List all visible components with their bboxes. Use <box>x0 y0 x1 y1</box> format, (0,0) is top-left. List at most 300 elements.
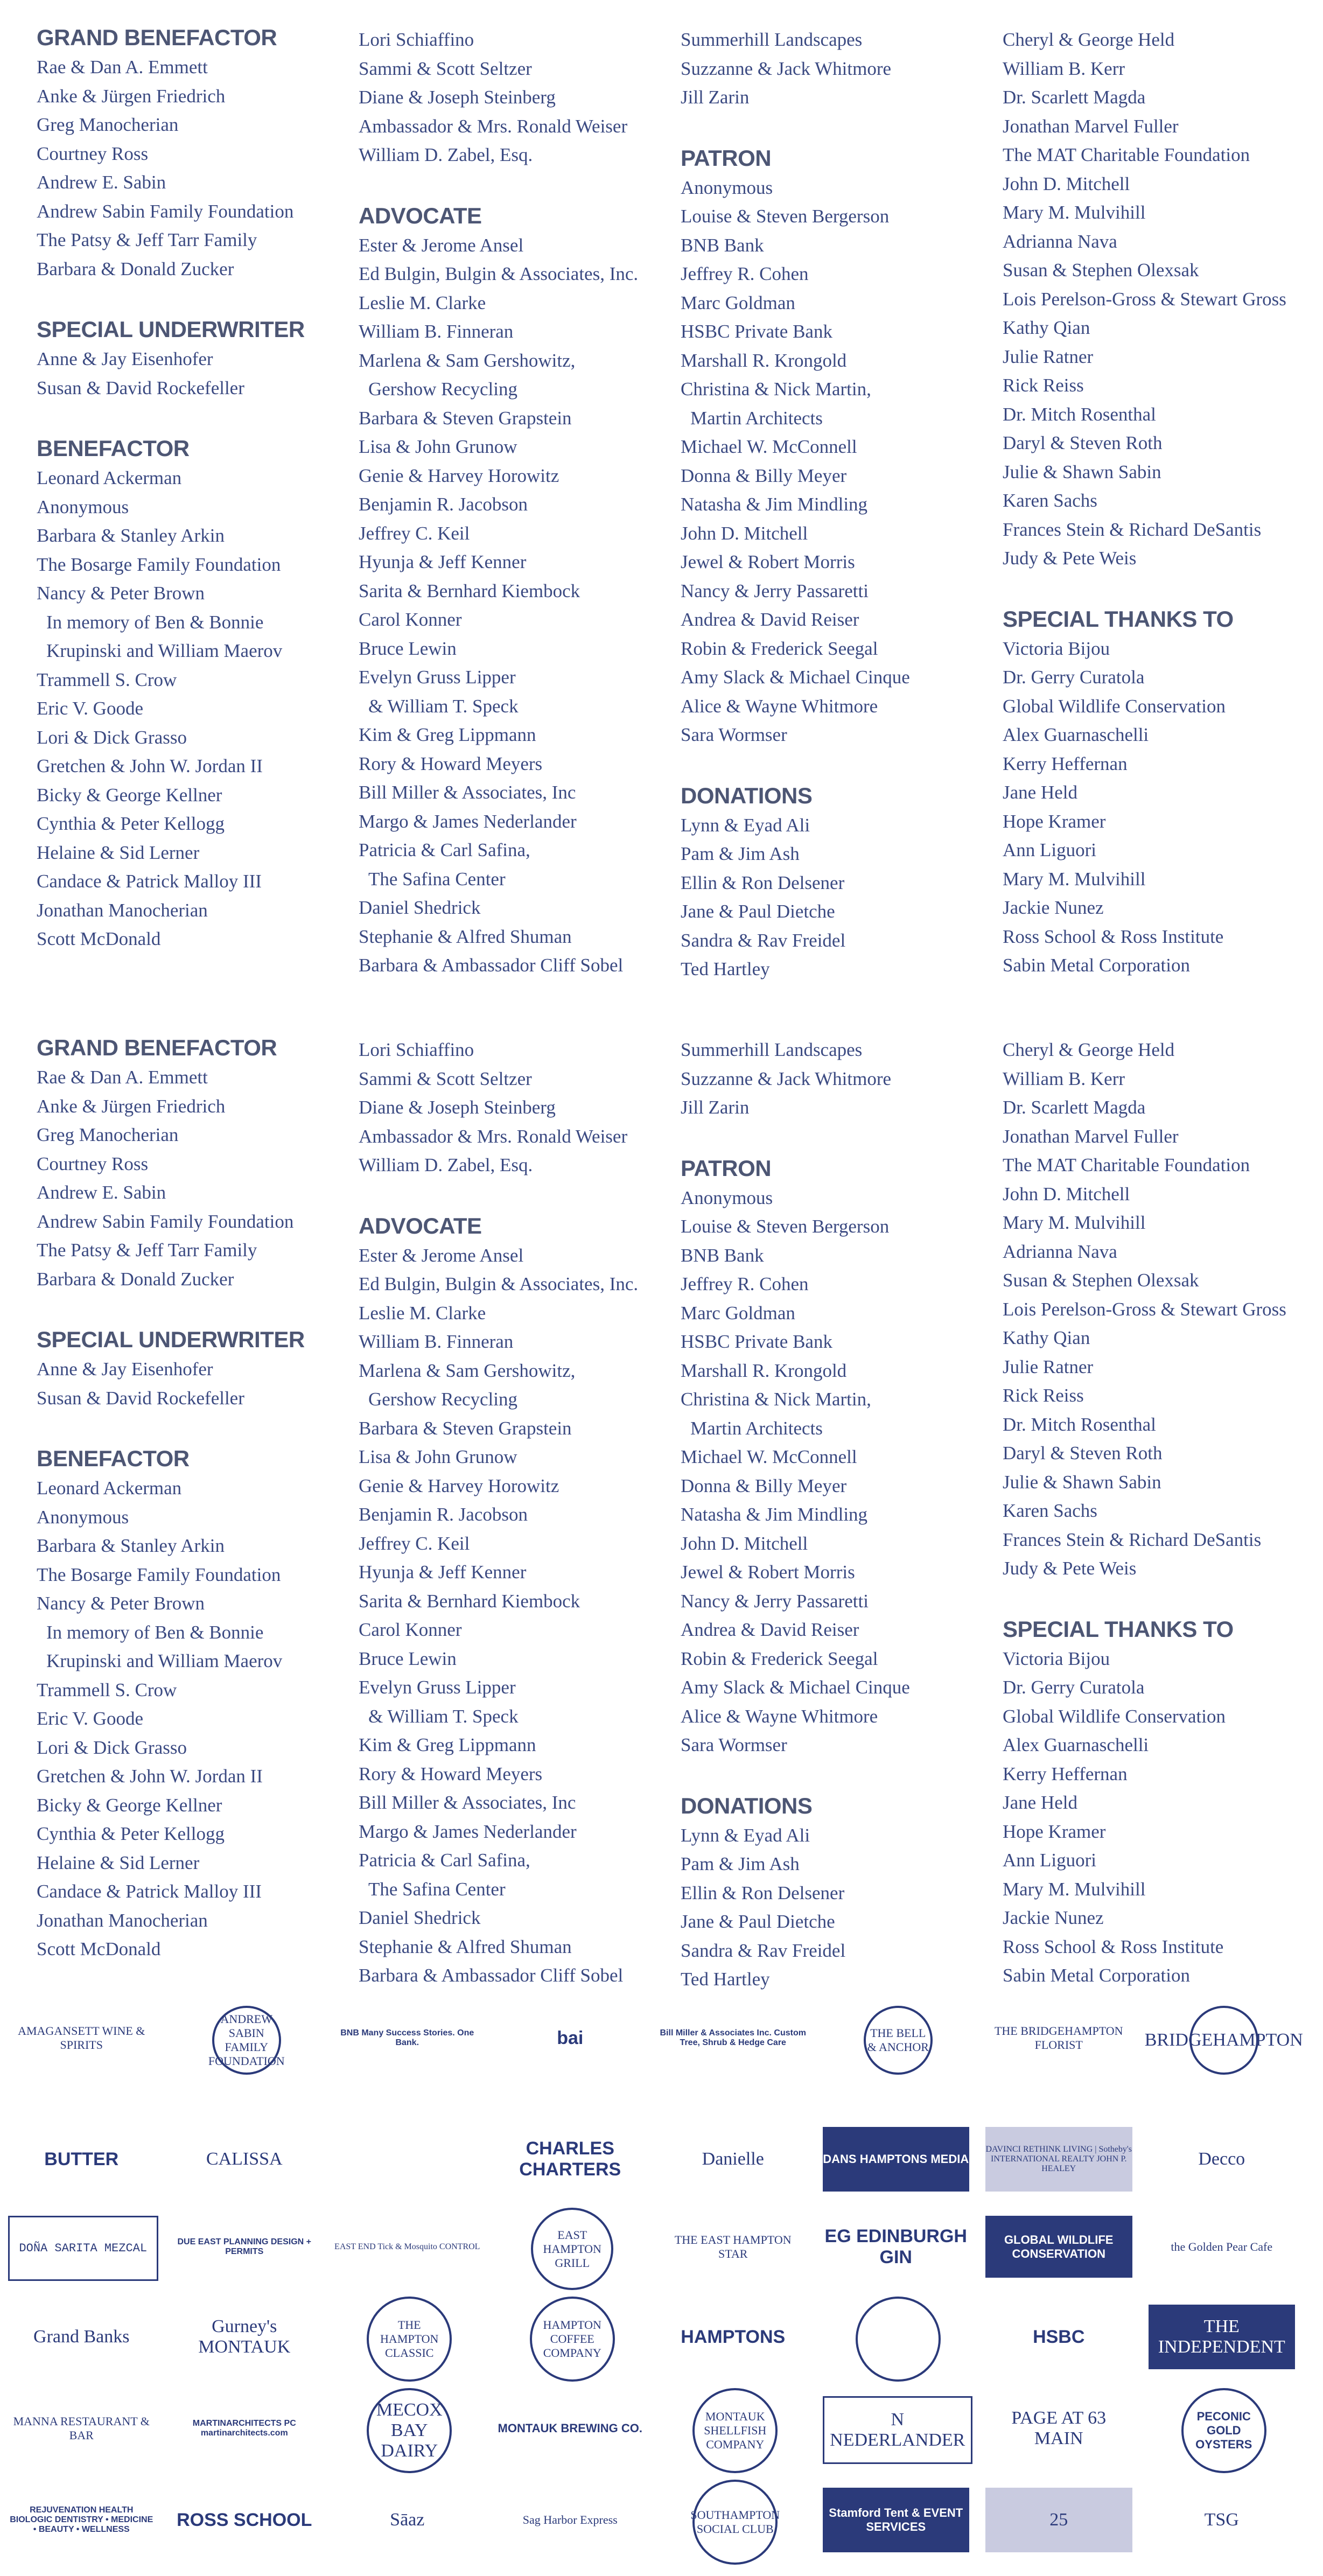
donor-name: Andrew E. Sabin <box>37 1182 166 1203</box>
donor-name: Karen Sachs <box>1003 1500 1097 1521</box>
donor-name: Judy & Pete Weis <box>1003 548 1137 569</box>
donor-name: Jane Held <box>1003 1792 1077 1813</box>
donor-name: Dr. Scarlett Magda <box>1003 1097 1146 1118</box>
section-heading: PATRON <box>681 1155 772 1181</box>
donor-name: Barbara & Stanley Arkin <box>37 525 225 546</box>
donor-name: Jane & Paul Dietche <box>681 1911 835 1932</box>
donor-name: Daryl & Steven Roth <box>1003 1443 1163 1464</box>
donor-name: Nancy & Peter Brown <box>37 1593 205 1614</box>
donor-name: Anonymous <box>37 496 129 517</box>
donor-name: Anke & Jürgen Friedrich <box>37 1095 226 1117</box>
donor-name: Marc Goldman <box>681 1302 795 1324</box>
donor-name: Eric V. Goode <box>37 698 143 719</box>
sponsor-logo <box>856 2297 941 2382</box>
donor-name: Ellin & Ron Delsener <box>681 872 845 893</box>
donor-name: The Patsy & Jeff Tarr Family <box>37 229 257 250</box>
donor-name: Ambassador & Mrs. Ronald Weiser <box>359 115 628 137</box>
donor-name: Courtney Ross <box>37 143 149 164</box>
donor-name: Jeffrey R. Cohen <box>681 263 809 284</box>
donor-name: Hope Kramer <box>1003 810 1106 832</box>
section-heading: DONATIONS <box>681 1793 813 1818</box>
donor-name: Global Wildlife Conservation <box>1003 695 1226 717</box>
donor-name: Ed Bulgin, Bulgin & Associates, Inc. <box>359 1273 639 1294</box>
donor-name: Summerhill Landscapes <box>681 1039 863 1060</box>
donor-name: Suzzanne & Jack Whitmore <box>681 1068 892 1089</box>
donor-name: Marc Goldman <box>681 292 795 313</box>
donor-name: Carol Konner <box>359 1619 462 1640</box>
donor-name: Jeffrey C. Keil <box>359 522 470 544</box>
donor-name: HSBC Private Bank <box>681 1331 832 1352</box>
sponsor-logo <box>864 2006 933 2075</box>
sponsor-logo <box>8 2305 155 2369</box>
donor-name: Susan & Stephen Olexsak <box>1003 1270 1199 1291</box>
donor-name: Rory & Howard Meyers <box>359 753 543 774</box>
donor-name: Mary M. Mulvihill <box>1003 1878 1146 1900</box>
sponsor-logo-text: MANNA RESTAURANT & BAR <box>13 2414 150 2442</box>
section-heading: ADVOCATE <box>359 202 482 228</box>
donor-name: Scott McDonald <box>37 928 161 949</box>
donor-name: Nancy & Jerry Passaretti <box>681 580 869 601</box>
donor-name: Marlena & Sam Gershowitz, <box>359 349 576 371</box>
donor-name: Trammell S. Crow <box>37 1679 177 1700</box>
sponsor-logo-text: BRIDGEHAMPTON <box>1144 2030 1303 2050</box>
donor-name: Daniel Shedrick <box>359 897 481 918</box>
sponsor-logo-text: SOUTHAMPTON SOCIAL CLUB <box>690 2508 780 2536</box>
sponsor-logo-text: CHARLES CHARTERS <box>519 2138 621 2180</box>
donor-name: Diane & Joseph Steinberg <box>359 1097 556 1118</box>
donor-name: Greg Manocherian <box>37 1124 179 1145</box>
donor-name: Karen Sachs <box>1003 490 1097 511</box>
sponsor-logo <box>171 2396 318 2461</box>
donor-name: Rick Reiss <box>1003 375 1084 396</box>
section-heading: GRAND BENEFACTOR <box>37 1035 277 1060</box>
donor-name: Candace & Patrick Malloy III <box>37 871 262 892</box>
donor-name: Hope Kramer <box>1003 1821 1106 1842</box>
sponsor-logo-text: HSBC <box>1033 2326 1085 2347</box>
sponsor-logo-text: EG EDINBURGH GIN <box>824 2225 967 2267</box>
sponsor-logos <box>0 1995 1303 2576</box>
section-gap <box>37 1412 357 1444</box>
donor-name: Stephanie & Alfred Shuman <box>359 926 572 947</box>
sponsor-logo-text: DAVINCI RETHINK LIVING | Sotheby's INTERNATIONAL REALTY JOHN P. HEALEY <box>985 2145 1132 2173</box>
donor-name: Jackie Nunez <box>1003 897 1104 918</box>
donor-name: Kathy Qian <box>1003 317 1090 338</box>
donor-name: Anke & Jürgen Friedrich <box>37 85 226 107</box>
donor-name: Eric V. Goode <box>37 1708 143 1729</box>
donor-name: Barbara & Stanley Arkin <box>37 1535 225 1556</box>
donor-name: Cheryl & George Held <box>1003 29 1175 50</box>
sponsor-logo-text: BUTTER <box>44 2148 119 2169</box>
donor-column-4-copy-1 <box>1003 25 1323 980</box>
donor-name: Krupinski and William Maerov <box>46 640 283 661</box>
donor-name: Ann Liguori <box>1003 839 1097 860</box>
sponsor-logo-text: N NEDERLANDER <box>830 2410 965 2450</box>
donor-name: Sara Wormser <box>681 724 787 745</box>
sponsor-logo <box>334 2488 481 2552</box>
donor-name: Pam & Jim Ash <box>681 1853 800 1874</box>
donor-name: Gershow Recycling <box>368 1389 518 1410</box>
donor-name: Natasha & Jim Mindling <box>681 1504 868 1525</box>
section-gap <box>681 1122 1001 1153</box>
donor-name: William D. Zabel, Esq. <box>359 144 533 165</box>
donor-name: Sarita & Bernhard Kiembock <box>359 580 580 601</box>
sponsor-logo-text: CALISSA <box>206 2149 283 2169</box>
donor-name: Ellin & Ron Delsener <box>681 1882 845 1903</box>
donor-name: Victoria Bijou <box>1003 1648 1110 1669</box>
donor-name: Michael W. McConnell <box>681 1446 857 1467</box>
sponsor-logo <box>497 2488 644 2552</box>
donor-name: Lisa & John Grunow <box>359 1446 517 1467</box>
sponsor-logo <box>367 2297 452 2382</box>
sponsor-logo <box>531 2208 613 2290</box>
sponsor-logo-text: MONTAUK SHELLFISH COMPANY <box>704 2410 767 2451</box>
donor-name: Global Wildlife Conservation <box>1003 1705 1226 1727</box>
donor-name: Adrianna Nava <box>1003 230 1117 252</box>
donor-name: Bicky & George Kellner <box>37 784 222 806</box>
donor-name: The MAT Charitable Foundation <box>1003 1154 1250 1175</box>
donor-name: Barbara & Donald Zucker <box>37 1268 234 1290</box>
donor-name: Robin & Frederick Seegal <box>681 638 878 659</box>
donor-name: Greg Manocherian <box>37 114 179 135</box>
section-heading: ADVOCATE <box>359 1213 482 1238</box>
donor-name: Margo & James Nederlander <box>359 810 577 832</box>
sponsor-logo <box>497 2014 644 2062</box>
donor-name: Jill Zarin <box>681 1097 750 1118</box>
donor-name: Gretchen & John W. Jordan II <box>37 755 263 776</box>
section-heading: BENEFACTOR <box>37 436 190 461</box>
donor-name: Sammi & Scott Seltzer <box>359 58 532 79</box>
donor-name: Gretchen & John W. Jordan II <box>37 1766 263 1787</box>
donor-name: BNB Bank <box>681 234 764 256</box>
donor-name: Sammi & Scott Seltzer <box>359 1068 532 1089</box>
donor-name: The Bosarge Family Foundation <box>37 1564 281 1585</box>
donor-name: Alice & Wayne Whitmore <box>681 1705 878 1727</box>
donor-name: Jewel & Robert Morris <box>681 1562 855 1583</box>
sponsor-logo-text: PAGE AT 63 MAIN <box>1011 2408 1107 2448</box>
sponsor-logo <box>367 2388 452 2473</box>
donor-name: Kim & Greg Lippmann <box>359 1734 536 1755</box>
donor-name: Daryl & Steven Roth <box>1003 432 1163 453</box>
donor-name: Nancy & Jerry Passaretti <box>681 1590 869 1612</box>
donor-name: Lori & Dick Grasso <box>37 726 187 748</box>
section-gap <box>1003 573 1323 604</box>
donor-name: Victoria Bijou <box>1003 638 1110 659</box>
donor-name: Mary M. Mulvihill <box>1003 202 1146 223</box>
donor-name: Bill Miller & Associates, Inc <box>359 1792 576 1813</box>
sponsor-logo <box>334 2127 481 2192</box>
donor-name: Jane Held <box>1003 782 1077 803</box>
donor-column-1-copy-2 <box>37 1033 357 1964</box>
donor-name: Sandra & Rav Freidel <box>681 1940 846 1961</box>
donor-name: Alex Guarnaschelli <box>1003 1734 1149 1755</box>
donor-name: Hyunja & Jeff Kenner <box>359 551 527 572</box>
sponsor-logo <box>171 2488 318 2552</box>
sponsor-logo <box>985 2305 1132 2369</box>
donor-name: Lori Schiaffino <box>359 29 474 50</box>
sponsor-logo <box>692 2480 778 2565</box>
donor-name: Barbara & Steven Grapstein <box>359 407 572 429</box>
donor-name: Leonard Ackerman <box>37 467 182 488</box>
donor-name: Andrea & David Reiser <box>681 1619 859 1640</box>
donor-name: Patricia & Carl Safina, <box>359 839 530 860</box>
sponsor-logo-text: DOÑA SARITA MEZCAL <box>19 2242 148 2255</box>
donor-name: Jeffrey C. Keil <box>359 1532 470 1554</box>
donor-name: Jonathan Marvel Fuller <box>1003 1125 1179 1147</box>
sponsor-logo-text: THE EAST HAMPTON STAR <box>674 2232 792 2260</box>
donor-name: Scott McDonald <box>37 1938 161 1959</box>
donor-name: Kim & Greg Lippmann <box>359 724 536 745</box>
section-gap <box>37 283 357 314</box>
sponsor-logo-text: AMAGANSETT WINE & SPIRITS <box>18 2024 145 2052</box>
donor-name: Nancy & Peter Brown <box>37 583 205 604</box>
donor-name: Sabin Metal Corporation <box>1003 955 1191 976</box>
sponsor-logo-text: HAMPTON COFFEE COMPANY <box>543 2318 601 2360</box>
donor-name: Leslie M. Clarke <box>359 1302 486 1324</box>
donor-name: Cynthia & Peter Kellogg <box>37 1823 225 1844</box>
donor-name: John D. Mitchell <box>1003 173 1130 194</box>
sponsor-logo-text: Gurney's MONTAUK <box>198 2316 291 2357</box>
donor-name: Lori Schiaffino <box>359 1039 474 1060</box>
donor-name: Bruce Lewin <box>359 638 457 659</box>
donor-name: Lois Perelson-Gross & Stewart Gross <box>1003 288 1286 310</box>
sponsor-logo <box>334 2216 481 2278</box>
donor-name: Marshall R. Krongold <box>681 1360 847 1381</box>
donor-name: Summerhill Landscapes <box>681 29 863 50</box>
donor-name: Kerry Heffernan <box>1003 1763 1128 1784</box>
sponsor-logo <box>660 2127 807 2192</box>
sponsor-logo-text: Danielle <box>702 2149 764 2169</box>
donor-name: Robin & Frederick Seegal <box>681 1648 878 1669</box>
donor-name: Ted Hartley <box>681 1969 770 1990</box>
donor-name: Marshall R. Krongold <box>681 349 847 371</box>
donor-name: Dr. Mitch Rosenthal <box>1003 1413 1156 1435</box>
donor-name: & William T. Speck <box>368 1705 519 1727</box>
donor-name: Helaine & Sid Lerner <box>37 1852 200 1873</box>
sponsor-logo <box>171 2216 318 2278</box>
donor-name: Suzzanne & Jack Whitmore <box>681 58 892 79</box>
donor-name: Alice & Wayne Whitmore <box>681 695 878 717</box>
sponsor-logo <box>171 2127 318 2192</box>
sponsor-logo-text: Sāaz <box>390 2510 425 2530</box>
sponsor-logo-text: MECOX BAY DAIRY <box>376 2400 443 2461</box>
donor-name: Donna & Billy Meyer <box>681 465 847 486</box>
donor-name: Ester & Jerome Ansel <box>359 234 524 256</box>
sponsor-logo-text: 25 <box>1049 2510 1068 2530</box>
sponsor-logo-text: EAST END Tick & Mosquito CONTROL <box>334 2242 480 2251</box>
donor-name: The Bosarge Family Foundation <box>37 554 281 575</box>
sponsor-logo <box>1149 2127 1296 2192</box>
donor-name: Adrianna Nava <box>1003 1241 1117 1262</box>
donor-name: Evelyn Gruss Lipper <box>359 667 516 688</box>
donor-name: Carol Konner <box>359 609 462 630</box>
donor-name: Ed Bulgin, Bulgin & Associates, Inc. <box>359 263 639 284</box>
sponsor-logo <box>8 2216 158 2281</box>
donor-name: Genie & Harvey Horowitz <box>359 465 559 486</box>
sponsor-logo <box>985 2216 1132 2278</box>
donor-name: Bill Miller & Associates, Inc <box>359 782 576 803</box>
donor-name: Diane & Joseph Steinberg <box>359 87 556 108</box>
donor-name: Ted Hartley <box>681 958 770 979</box>
donor-name: Helaine & Sid Lerner <box>37 842 200 863</box>
section-heading: SPECIAL UNDERWRITER <box>37 317 305 342</box>
sponsor-logo <box>660 2014 807 2062</box>
donor-name: Julie Ratner <box>1003 1356 1094 1377</box>
donor-name: Jewel & Robert Morris <box>681 551 855 572</box>
donor-name: Christina & Nick Martin, <box>681 379 871 400</box>
section-heading: BENEFACTOR <box>37 1446 190 1471</box>
sponsor-logo-text: bai <box>557 2027 584 2048</box>
donor-name: Lori & Dick Grasso <box>37 1737 187 1758</box>
donor-name: Gershow Recycling <box>368 379 518 400</box>
sponsor-logo <box>1181 2388 1266 2473</box>
sponsor-logo <box>823 2396 973 2464</box>
donor-name: Mary M. Mulvihill <box>1003 868 1146 890</box>
donor-name: John D. Mitchell <box>1003 1183 1130 1205</box>
donor-name: Leonard Ackerman <box>37 1478 182 1499</box>
donor-name: Courtney Ross <box>37 1153 149 1174</box>
sponsor-logo-text: DANS HAMPTONS MEDIA <box>823 2152 969 2166</box>
donor-name: In memory of Ben & Bonnie <box>46 1621 264 1643</box>
sponsor-logo-text: Grand Banks <box>33 2327 130 2347</box>
sponsor-logo <box>530 2297 615 2382</box>
donor-name: Louise & Steven Bergerson <box>681 206 890 227</box>
donor-name: Lynn & Eyad Ali <box>681 1824 810 1846</box>
donor-name: Judy & Pete Weis <box>1003 1558 1137 1579</box>
sponsor-logo <box>8 2488 155 2552</box>
donor-name: Louise & Steven Bergerson <box>681 1216 890 1237</box>
section-gap <box>681 1760 1001 1791</box>
donor-name: Martin Architects <box>690 1417 823 1439</box>
donor-name: Jeffrey R. Cohen <box>681 1273 809 1294</box>
donor-name: Anne & Jay Eisenhofer <box>37 348 213 369</box>
donor-name: Anonymous <box>681 177 773 198</box>
sponsor-logo <box>1149 2488 1296 2552</box>
donor-name: Ester & Jerome Ansel <box>359 1244 524 1266</box>
donor-name: Dr. Scarlett Magda <box>1003 87 1146 108</box>
donor-name: Ann Liguori <box>1003 1850 1097 1871</box>
donor-name: Evelyn Gruss Lipper <box>359 1677 516 1698</box>
sponsor-logo-text: GLOBAL WILDLIFE CONSERVATION <box>1004 2232 1114 2260</box>
sponsor-logo-text: TSG <box>1204 2510 1239 2530</box>
donor-name: BNB Bank <box>681 1244 764 1266</box>
donor-name: Barbara & Steven Grapstein <box>359 1417 572 1439</box>
section-gap <box>1003 1583 1323 1614</box>
donor-name: Krupinski and William Maerov <box>46 1650 283 1671</box>
section-heading: SPECIAL UNDERWRITER <box>37 1327 305 1352</box>
donor-name: Trammell S. Crow <box>37 669 177 690</box>
donor-name: William B. Kerr <box>1003 58 1125 79</box>
sponsor-logo-text: ROSS SCHOOL <box>177 2509 312 2530</box>
donor-name: Andrew E. Sabin <box>37 172 166 193</box>
donor-column-1-copy-1 <box>37 23 357 954</box>
donor-name: Alex Guarnaschelli <box>1003 724 1149 745</box>
donor-column-2-copy-1 <box>359 25 679 980</box>
donor-name: Genie & Harvey Horowitz <box>359 1475 559 1496</box>
section-gap <box>681 112 1001 143</box>
donor-name: Dr. Mitch Rosenthal <box>1003 403 1156 425</box>
section-gap <box>359 1180 679 1211</box>
donor-name: HSBC Private Bank <box>681 321 832 342</box>
sponsor-logo <box>823 2127 970 2192</box>
sponsor-logo-text: THE HAMPTON CLASSIC <box>380 2318 439 2360</box>
donor-name: Amy Slack & Michael Cinque <box>681 667 910 688</box>
donor-name: Susan & David Rockefeller <box>37 377 244 398</box>
donor-name: The MAT Charitable Foundation <box>1003 144 1250 165</box>
section-gap <box>37 402 357 433</box>
sponsor-logo-text: the Golden Pear Cafe <box>1171 2239 1273 2253</box>
donor-name: Dr. Gerry Curatola <box>1003 667 1145 688</box>
donor-name: Susan & David Rockefeller <box>37 1387 244 1409</box>
donor-name: Lois Perelson-Gross & Stewart Gross <box>1003 1298 1286 1320</box>
donor-name: Cynthia & Peter Kellogg <box>37 813 225 834</box>
donor-name: William B. Finneran <box>359 1331 514 1352</box>
sponsor-logo <box>985 2396 1132 2461</box>
sponsor-logo-text: THE BRIDGEHAMPTON FLORIST <box>994 2024 1123 2052</box>
donor-name: Barbara & Ambassador Cliff Sobel <box>359 955 624 976</box>
donor-name: Stephanie & Alfred Shuman <box>359 1936 572 1957</box>
donor-name: Lisa & John Grunow <box>359 436 517 457</box>
donor-name: Cheryl & George Held <box>1003 1039 1175 1060</box>
sponsor-logo <box>1149 2216 1296 2278</box>
sponsor-logo-text: DUE EAST PLANNING DESIGN + PERMITS <box>177 2237 311 2256</box>
donor-name: Ambassador & Mrs. Ronald Weiser <box>359 1125 628 1147</box>
donor-name: William B. Finneran <box>359 321 514 342</box>
sponsor-logo <box>1149 2305 1296 2369</box>
section-heading: PATRON <box>681 145 772 171</box>
donor-name: Marlena & Sam Gershowitz, <box>359 1360 576 1381</box>
donor-name: Rick Reiss <box>1003 1385 1084 1406</box>
sponsor-logo <box>497 2396 644 2461</box>
donor-name: Bicky & George Kellner <box>37 1794 222 1816</box>
sponsor-logo <box>692 2388 778 2473</box>
donor-name: In memory of Ben & Bonnie <box>46 611 264 633</box>
donor-name: Rae & Dan A. Emmett <box>37 57 208 78</box>
sponsor-logo <box>8 2396 155 2461</box>
sponsor-logo-text: Decco <box>1198 2149 1245 2169</box>
donor-name: Kerry Heffernan <box>1003 753 1128 774</box>
sponsor-logo <box>985 2014 1132 2062</box>
sponsor-logo-text: BNB Many Success Stories. One Bank. <box>340 2028 474 2047</box>
donor-name: Margo & James Nederlander <box>359 1821 577 1842</box>
donor-name: & William T. Speck <box>368 695 519 717</box>
donor-name: Sabin Metal Corporation <box>1003 1965 1191 1986</box>
sponsor-logo-text: MONTAUK BREWING CO. <box>498 2421 642 2435</box>
donor-name: The Patsy & Jeff Tarr Family <box>37 1240 257 1261</box>
donor-name: Ross School & Ross Institute <box>1003 926 1224 947</box>
sponsor-logo <box>660 2216 807 2278</box>
section-heading: DONATIONS <box>681 782 813 808</box>
donor-name: Rae & Dan A. Emmett <box>37 1067 208 1088</box>
section-gap <box>359 170 679 201</box>
donor-name: Leslie M. Clarke <box>359 292 486 313</box>
sponsor-logo-text: PECONIC GOLD OYSTERS <box>1195 2410 1252 2451</box>
donor-name: Ross School & Ross Institute <box>1003 1936 1224 1957</box>
donor-name: The Safina Center <box>368 1878 506 1900</box>
donor-name: Barbara & Ambassador Cliff Sobel <box>359 1965 624 1986</box>
donor-name: Julie & Shawn Sabin <box>1003 1471 1161 1493</box>
donor-name: Daniel Shedrick <box>359 1907 481 1928</box>
donor-name: Michael W. McConnell <box>681 436 857 457</box>
donor-name: John D. Mitchell <box>681 522 808 544</box>
donor-name: Mary M. Mulvihill <box>1003 1212 1146 1233</box>
sponsor-logo <box>823 2216 970 2278</box>
donor-name: Bruce Lewin <box>359 1648 457 1669</box>
sponsor-logo-text: Stamford Tent & EVENT SERVICES <box>829 2506 963 2533</box>
donor-column-4-copy-2 <box>1003 1035 1323 1990</box>
sponsor-logo-text: EAST HAMPTON GRILL <box>543 2228 601 2270</box>
sponsor-logo-text: THE INDEPENDENT <box>1158 2316 1285 2357</box>
sponsor-logo <box>985 2127 1132 2192</box>
